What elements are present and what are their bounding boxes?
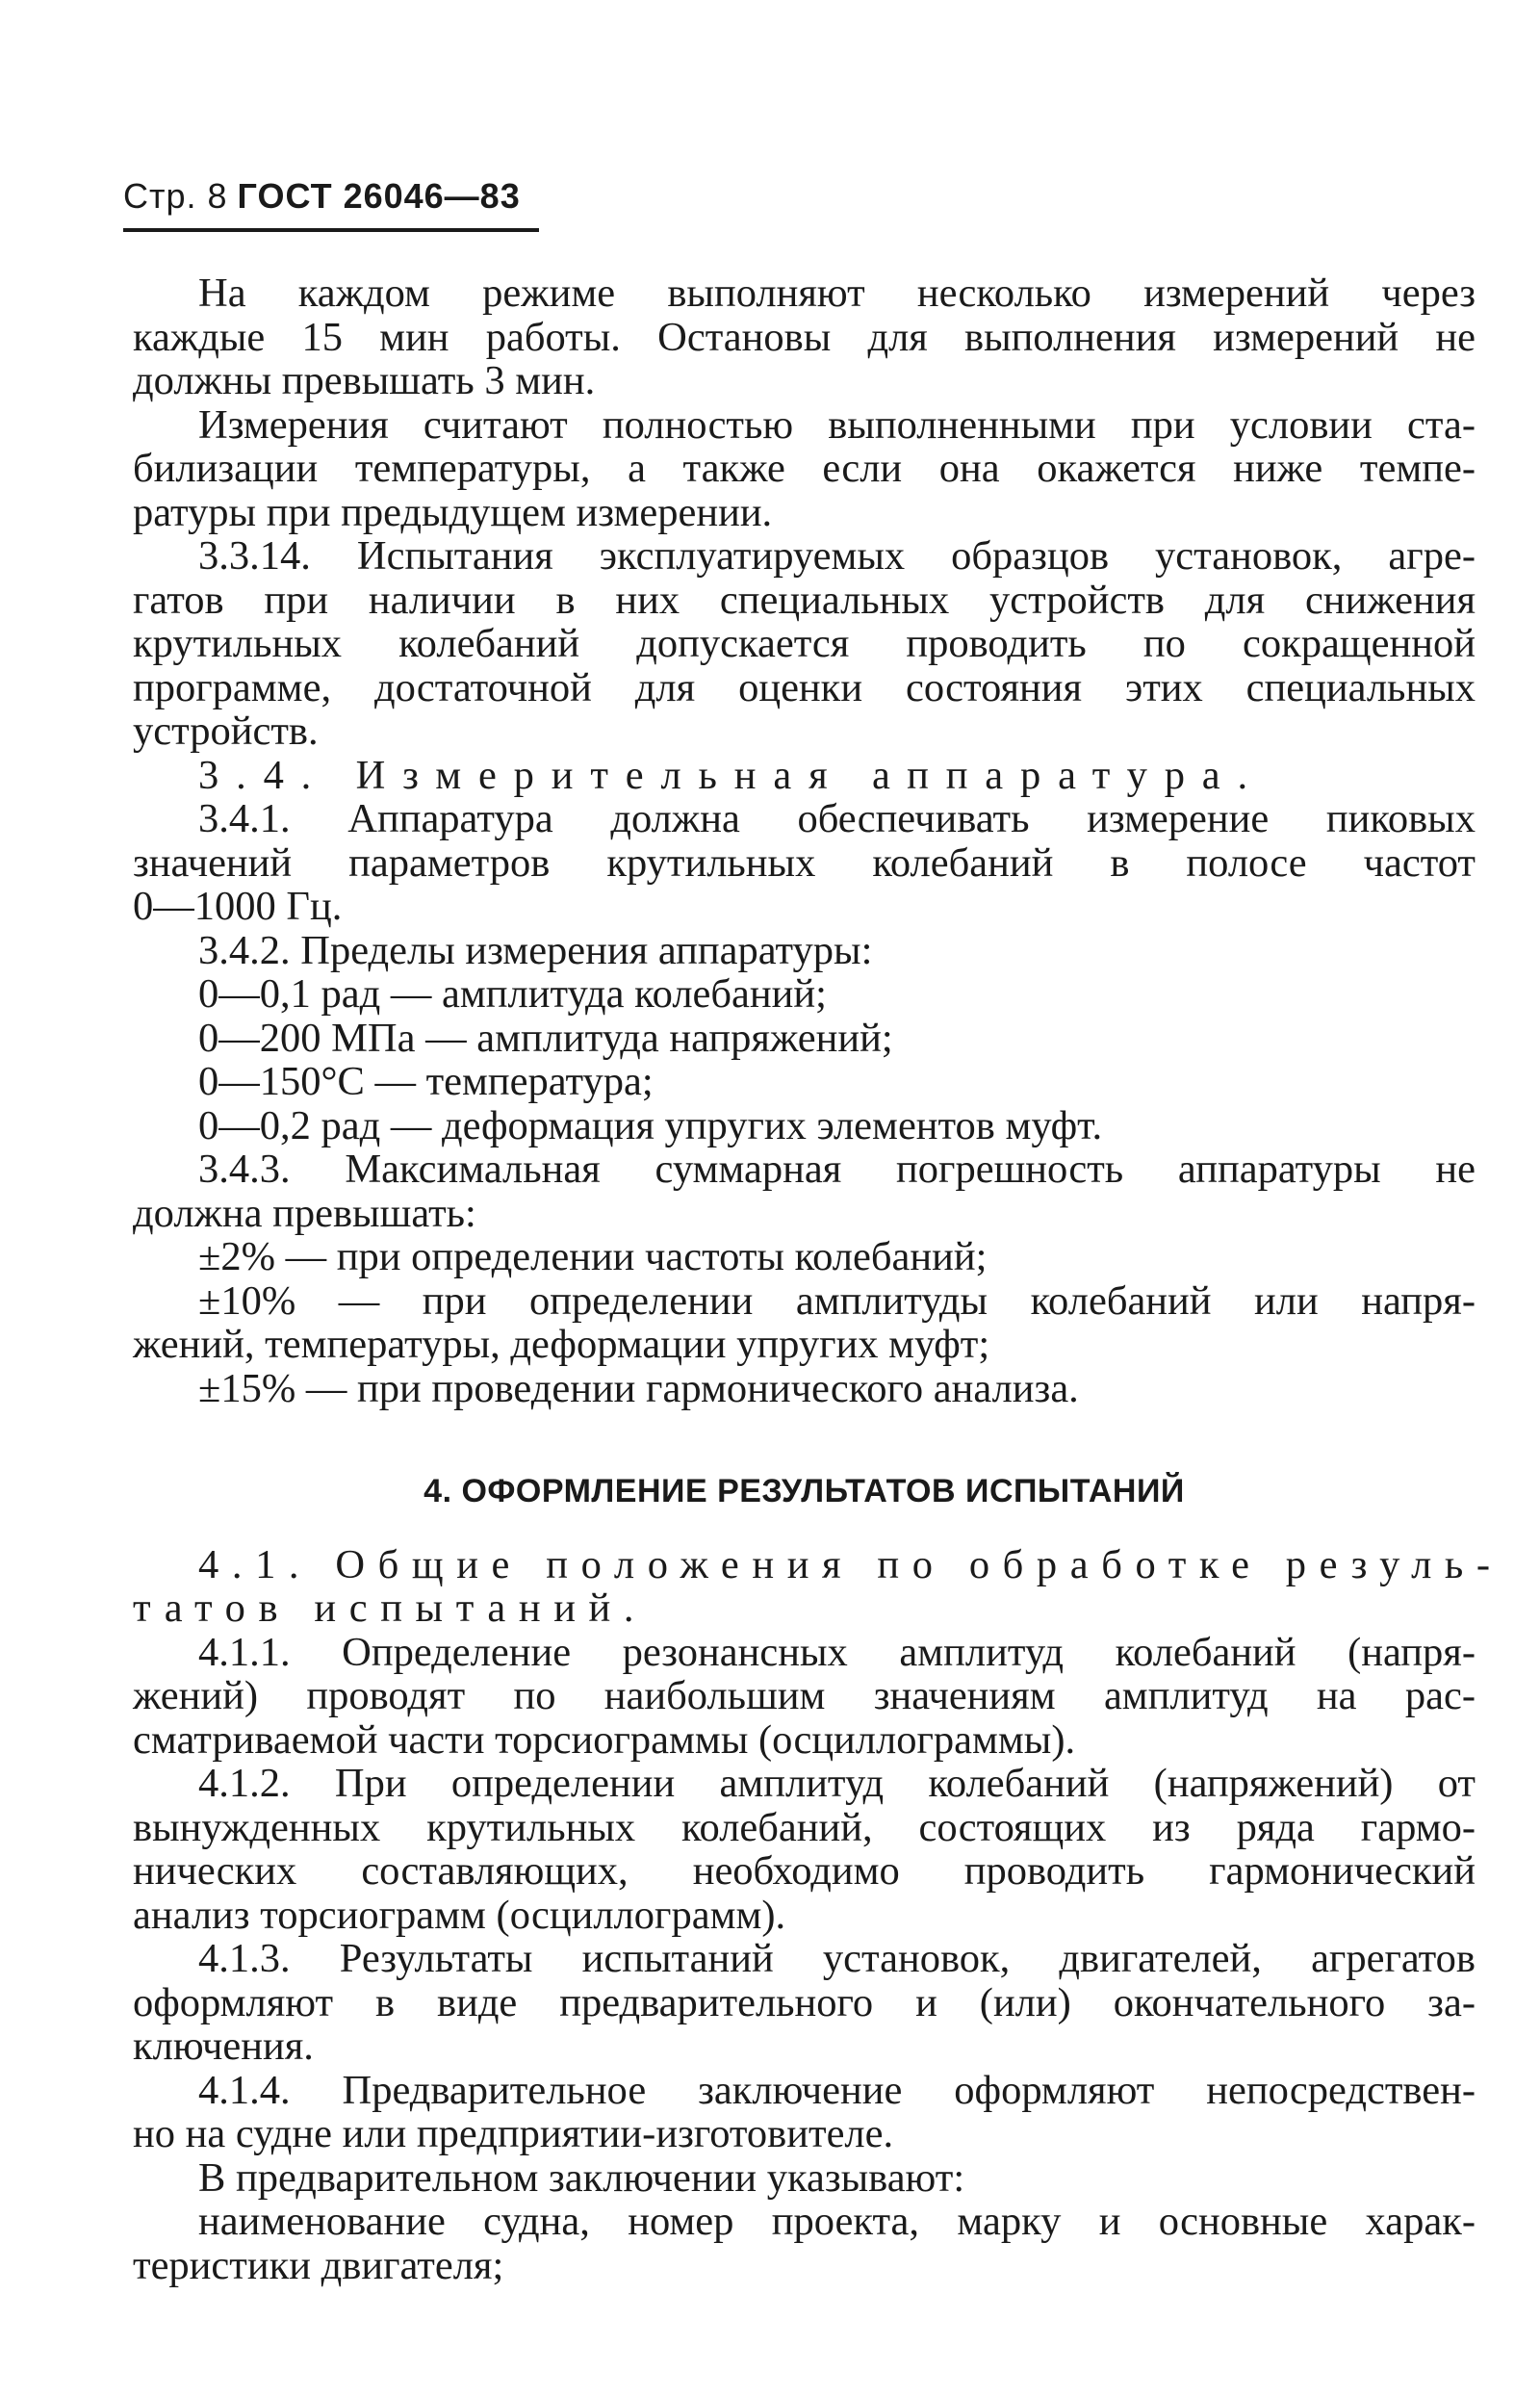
header-rule bbox=[123, 228, 539, 232]
text-line: билизации температуры, а также если она окажется ниже темпе- bbox=[133, 446, 1476, 491]
text-line: вынужденных крутильных колебаний, состоящих из ряда гармо- bbox=[133, 1804, 1476, 1850]
text-line: но на судне или предприятии-изготовителе. bbox=[133, 2111, 894, 2156]
text-line: устройств. bbox=[133, 709, 319, 754]
text-line: жений, температуры, деформации упругих муфт; bbox=[133, 1322, 990, 1367]
text-line: должны превышать 3 мин. bbox=[133, 358, 596, 403]
section-title: 4. ОФОРМЛЕНИЕ РЕЗУЛЬТАТОВ ИСПЫТАНИЙ bbox=[424, 1473, 1185, 1509]
text-line: ратуры при предыдущем измерении. bbox=[133, 489, 773, 535]
clause-3-4-2: 3.4.2. Пределы измерения аппаратуры: bbox=[198, 927, 873, 973]
text-line: программе, достаточной для оценки состояния этих специальных bbox=[133, 664, 1476, 710]
subsection-heading-4-1: 4.1. Общие положения по обработке резуль- bbox=[198, 1541, 1503, 1587]
list-item: наименование судна, номер проекта, марку и основные харак- bbox=[198, 2199, 1476, 2244]
text-line: На каждом режиме выполняют несколько измерений через bbox=[198, 271, 1476, 316]
list-item: 0—150°С — температура; bbox=[198, 1059, 654, 1104]
text-line: гатов при наличии в них специальных устройств для снижения bbox=[133, 577, 1476, 623]
text-line: В предварительном заключении указывают: bbox=[198, 2154, 965, 2201]
text-line: ключения. bbox=[133, 2024, 314, 2069]
list-item: ±10% — при определении амплитуды колебаний или напря- bbox=[198, 1277, 1476, 1324]
text-line: оформляют в виде предварительного и (или) окончательного за- bbox=[133, 1979, 1476, 2025]
text-line: крутильных колебаний допускается проводить по сокращенной bbox=[133, 621, 1476, 666]
text-line: значений параметров крутильных колебаний в полосе частот bbox=[133, 839, 1476, 886]
text-line: Измерения считают полностью выполненными при условии ста- bbox=[198, 401, 1476, 448]
list-item: ±2% — при определении частоты колебаний; bbox=[198, 1234, 988, 1279]
list-item: 0—200 МПа — амплитуда напряжений; bbox=[198, 1015, 893, 1061]
text-line: теристики двигателя; bbox=[133, 2242, 504, 2288]
page-header bbox=[123, 176, 521, 217]
list-item: ±15% — при проведении гармонического анализа. bbox=[198, 1365, 1079, 1411]
clause-4-1-3: 4.1.3. Результаты испытаний установок, двигателей, агрегатов bbox=[198, 1936, 1476, 1981]
list-item: 0—0,2 рад — деформация упругих элементов муфт. bbox=[198, 1102, 1103, 1148]
clause-3-4-3: 3.4.3. Максимальная суммарная погрешность аппаратуры не bbox=[198, 1147, 1476, 1192]
text-line: татов испытаний. bbox=[133, 1586, 648, 1631]
subsection-heading-3-4: 3.4. Измерительная аппаратура. bbox=[198, 752, 1265, 798]
standard-number: ГОСТ 26046—83 bbox=[237, 176, 521, 216]
text-line: 0—1000 Гц. bbox=[133, 884, 343, 929]
clause-3-4-1: 3.4.1. Аппаратура должна обеспечивать измерение пиковых bbox=[198, 796, 1476, 841]
page-number: Стр. 8 bbox=[123, 176, 228, 216]
text-line: каждые 15 мин работы. Остановы для выполнения измерений не bbox=[133, 314, 1476, 360]
text-line: сматриваемой части торсиограммы (осциллограммы). bbox=[133, 1716, 1076, 1763]
document-body bbox=[133, 271, 1503, 2288]
clause-4-1-4: 4.1.4. Предварительное заключение оформляют непосредствен- bbox=[198, 2067, 1476, 2113]
text-line: должна превышать: bbox=[133, 1190, 476, 1236]
clause-4-1-1: 4.1.1. Определение резонансных амплитуд колебаний (напря- bbox=[198, 1629, 1476, 1675]
list-item: 0—0,1 рад — амплитуда колебаний; bbox=[198, 971, 827, 1017]
clause-4-1-2: 4.1.2. При определении амплитуд колебаний (напряжений) от bbox=[198, 1761, 1476, 1806]
text-line: анализ торсиограмм (осциллограмм). bbox=[133, 1892, 786, 1938]
clause-3-3-14: 3.3.14. Испытания эксплуатируемых образцов установок, агре- bbox=[198, 533, 1476, 579]
text-line: жений) проводят по наибольшим значениям амплитуд на рас- bbox=[133, 1673, 1476, 1718]
text-line: нических составляющих, необходимо проводить гармонический bbox=[133, 1848, 1476, 1894]
